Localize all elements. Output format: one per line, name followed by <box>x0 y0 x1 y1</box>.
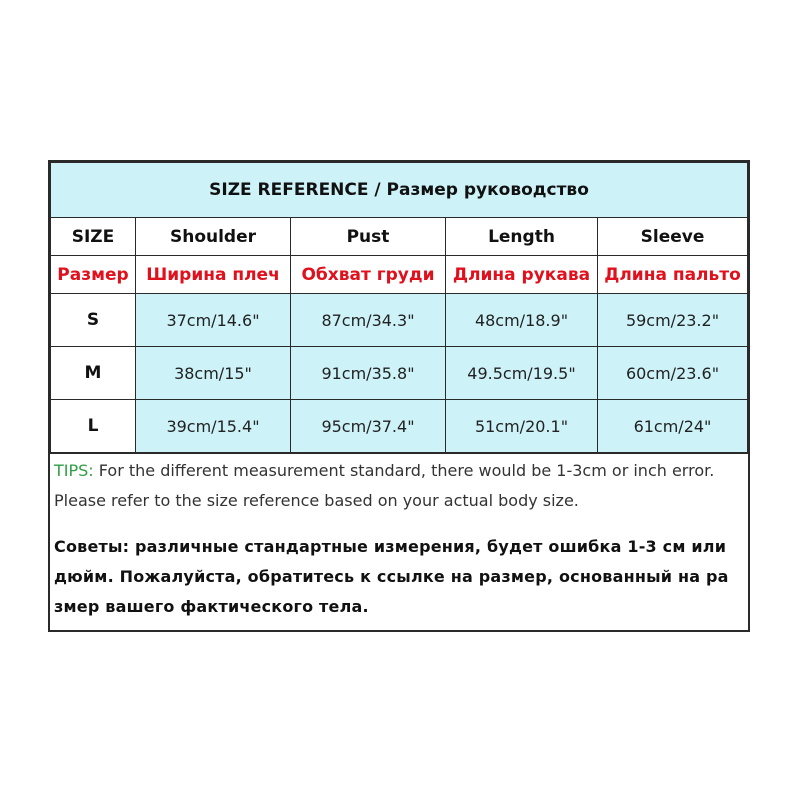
shoulder-value: 37cm/14.6" <box>136 294 291 347</box>
sleeve-value: 60cm/23.6" <box>598 347 748 400</box>
tips-russian: Советы: различные стандартные измерения, будет ошибка 1-3 см или дюйм. Пожалуйста, обратитесь к ссылке на размер, основанный на ра змер вашего фактического тела. <box>54 537 729 616</box>
tips-english <box>54 456 744 516</box>
header-size: SIZE <box>51 218 136 256</box>
sleeve-value: 61cm/24" <box>598 400 748 453</box>
size-reference-table <box>50 162 748 453</box>
size-reference-table-container <box>48 160 750 632</box>
title-row <box>51 163 748 218</box>
header-shoulder: Shoulder <box>136 218 291 256</box>
header-ru-size: Размер <box>51 256 136 294</box>
header-row-russian <box>51 256 748 294</box>
header-ru-shoulder: Ширина плеч <box>136 256 291 294</box>
pust-value: 95cm/37.4" <box>291 400 446 453</box>
length-value: 49.5cm/19.5" <box>446 347 598 400</box>
length-value: 51cm/20.1" <box>446 400 598 453</box>
pust-value: 87cm/34.3" <box>291 294 446 347</box>
pust-value: 91cm/35.8" <box>291 347 446 400</box>
sleeve-value: 59cm/23.2" <box>598 294 748 347</box>
shoulder-value: 39cm/15.4" <box>136 400 291 453</box>
shoulder-value: 38cm/15" <box>136 347 291 400</box>
header-sleeve: Sleeve <box>598 218 748 256</box>
header-length: Length <box>446 218 598 256</box>
size-label: M <box>51 347 136 400</box>
table-row <box>51 347 748 400</box>
header-ru-coat-length: Длина пальто <box>598 256 748 294</box>
size-label: L <box>51 400 136 453</box>
tips-text: For the different measurement standard, there would be 1-3cm or inch error. Please refer to the size reference based on your actual body size. <box>54 461 715 510</box>
table-title: SIZE REFERENCE / Размер руководство <box>51 163 748 218</box>
tips-label: TIPS: <box>54 461 94 480</box>
header-ru-chest: Обхват груди <box>291 256 446 294</box>
table-row <box>51 294 748 347</box>
length-value: 48cm/18.9" <box>446 294 598 347</box>
header-pust: Pust <box>291 218 446 256</box>
header-ru-sleeve-length: Длина рукава <box>446 256 598 294</box>
tips-section <box>50 453 748 630</box>
header-row-english <box>51 218 748 256</box>
size-label: S <box>51 294 136 347</box>
table-row <box>51 400 748 453</box>
